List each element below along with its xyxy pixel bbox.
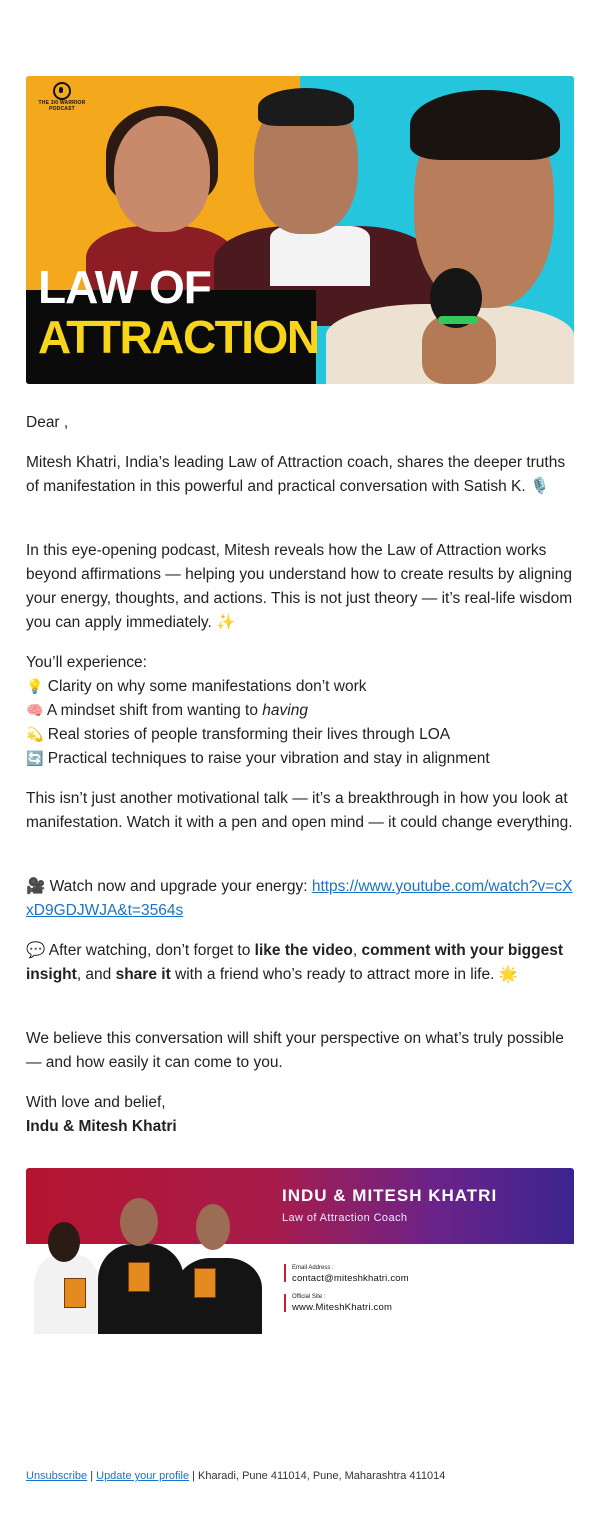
hero-title-line1: LAW OF — [38, 261, 211, 313]
book-icon — [128, 1262, 150, 1292]
email-value[interactable]: contact@miteshkhatri.com — [292, 1273, 409, 1284]
cta-paragraph: 💬 After watching, don’t forget to like the video, comment with your biggest insight, and share it with a friend who’s ready to attract more in life. 🌟 — [26, 942, 564, 983]
host-hair — [258, 88, 354, 126]
youtube-link[interactable]: https://www.youtube.com/watch?v=cXxD9GDJWJA&t=3564s — [26, 878, 573, 919]
unsubscribe-link[interactable]: Unsubscribe — [26, 1470, 88, 1482]
podcast-logo — [32, 82, 92, 112]
book-icon — [64, 1278, 86, 1308]
cta-comment: comment with your biggest insight — [26, 942, 564, 983]
hero-title-line2: ATTRACTION — [38, 311, 319, 363]
guest-photo-head — [120, 1198, 158, 1246]
bullet-item: 💫 Real stories of people transforming their lives through LOA — [26, 726, 451, 743]
footer-address: | Kharadi, Pune 411014, Pune, Maharashtra 411014 — [189, 1470, 446, 1482]
signature-banner[interactable] — [26, 1168, 574, 1334]
lightbulb-icon: 💡 — [26, 679, 44, 695]
bullet-item: 🔄 Practical techniques to raise your vibration and stay in alignment — [26, 750, 490, 767]
podcast-logo-text: THE 3/0 WARRIOR PODCAST — [38, 100, 86, 112]
footer: Unsubscribe | Update your profile | Kharadi, Pune 411014, Pune, Maharashtra 411014 — [26, 1470, 446, 1482]
signature-banner-role: Law of Attraction Coach — [282, 1212, 408, 1224]
mic-band — [438, 316, 478, 324]
signature-banner-name: INDU & MITESH KHATRI — [282, 1186, 498, 1205]
description-paragraph: In this eye-opening podcast, Mitesh reveals how the Law of Attraction works beyond affirmations — helping you understand how to create results by aligning your energy, thoughts, and actions. This is not just theory — it’s real-life wisdom you can apply immediately. ✨ — [26, 542, 573, 631]
email-divider — [284, 1264, 286, 1282]
site-divider — [284, 1294, 286, 1312]
cta-like: like the video — [254, 942, 353, 959]
hero-banner-image[interactable] — [26, 76, 574, 384]
site-label: Official Site : — [292, 1294, 326, 1300]
microphone-icon — [53, 82, 71, 100]
motivation-paragraph: This isn’t just another motivational talk — it’s a breakthrough in how you look at manifestation. Watch it with a pen and open mind — it could change everything. — [26, 790, 573, 831]
intro-paragraph: Mitesh Khatri, India’s leading Law of Attraction coach, shares the deeper truths of manifestation in this powerful and practical conversation with Satish K. 🎙️ — [26, 454, 566, 495]
indu-photo-head — [48, 1222, 80, 1262]
bullet-item: 💡 Clarity on why some manifestations don’t work — [26, 678, 367, 695]
email-label: Email Address : — [292, 1265, 334, 1271]
dizzy-star-icon: 💫 — [26, 727, 44, 743]
guest-woman-face — [114, 116, 210, 232]
mitesh-photo-body — [176, 1258, 262, 1334]
brain-icon: 🧠 — [26, 703, 44, 719]
mitesh-photo-head — [196, 1204, 230, 1250]
cta-share: share it — [115, 966, 171, 983]
watch-prefix: 🎥 Watch now and upgrade your energy: — [26, 878, 312, 895]
host-shirt — [270, 226, 370, 286]
refresh-icon: 🔄 — [26, 751, 44, 767]
signature-name: Indu & Mitesh Khatri — [26, 1118, 177, 1135]
closing-paragraph: We believe this conversation will shift your perspective on what’s truly possible — and how easily it can come to you. — [26, 1030, 564, 1071]
bullet-item: 🧠 A mindset shift from wanting to having — [26, 702, 308, 719]
experience-heading: You’ll experience: — [26, 654, 147, 671]
signoff-block — [26, 1091, 574, 1139]
experience-section — [26, 651, 574, 771]
greeting: Dear , — [26, 414, 69, 431]
watch-paragraph — [26, 875, 574, 923]
signoff: With love and belief, — [26, 1094, 166, 1111]
speaker-hair — [410, 90, 560, 160]
site-value[interactable]: www.MiteshKhatri.com — [292, 1302, 393, 1313]
signature-gradient — [26, 1168, 574, 1244]
update-profile-link[interactable]: Update your profile — [96, 1470, 190, 1482]
book-icon — [194, 1268, 216, 1298]
